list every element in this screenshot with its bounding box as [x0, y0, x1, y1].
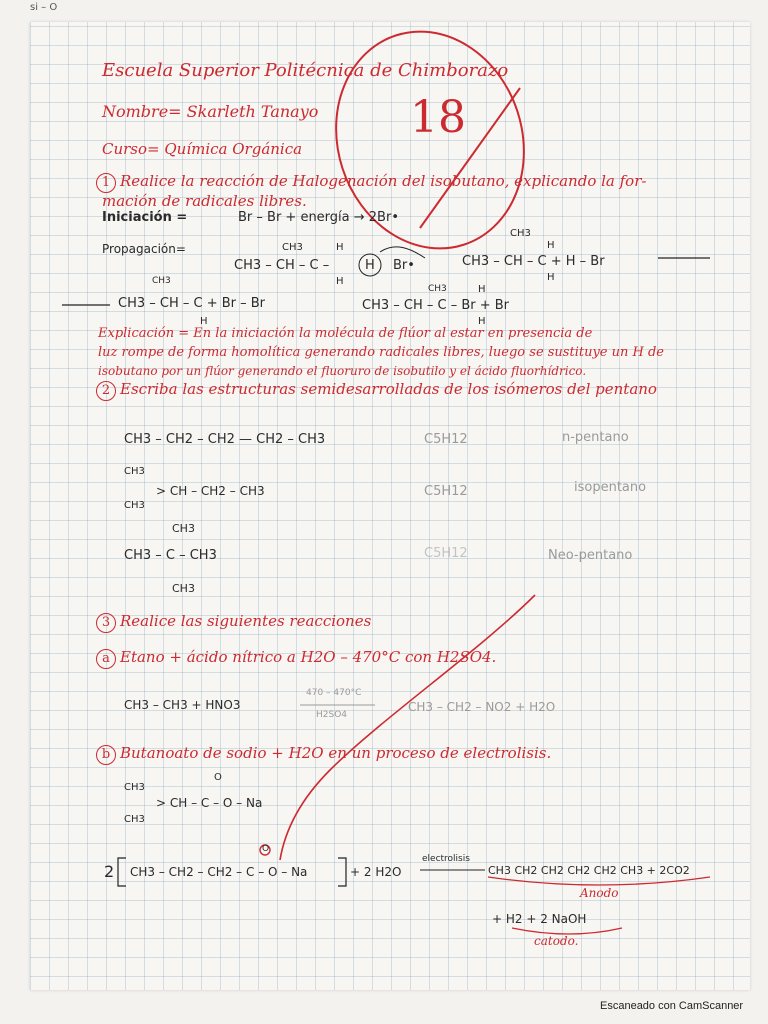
term-hc: H [478, 316, 486, 327]
arrow-circle-h [380, 247, 425, 258]
isomer-2-branch-bottom: CH3 [124, 500, 145, 511]
q1-prompt-line2: mación de radicales libres. [102, 192, 307, 210]
prop-ch3-top: CH3 [282, 242, 303, 253]
prop-product-h: H [547, 240, 555, 251]
prop-h-bottom: H [336, 276, 344, 287]
prop-br-radical: Br• [393, 258, 415, 273]
term-h: H [200, 316, 208, 327]
q3b-letter: b [96, 745, 116, 765]
isomer-2-branch-top: CH3 [124, 466, 145, 477]
q3b-coefficient: 2 [104, 862, 115, 881]
q3a-letter: a [96, 649, 116, 669]
initiation-equation: Br – Br + energía → 2Br• [238, 210, 399, 225]
prop-product: CH3 – CH – C + H – Br [462, 254, 605, 269]
q3b-cathode-products: + H2 + 2 NaOH [492, 912, 587, 926]
isomer-2-name: isopentano [574, 480, 647, 495]
isomer-3-branch-bottom: CH3 [172, 582, 195, 595]
q3a-prompt: a Etano + ácido nítrico a H2O – 470°C con H2SO4. [96, 648, 496, 669]
q3-number: 3 [96, 613, 116, 633]
q3b-ch3-top: CH3 [124, 782, 145, 793]
term-ch3b: CH3 [428, 284, 447, 294]
q2-number: 2 [96, 381, 116, 401]
initiation-label: Iniciación = [102, 210, 188, 225]
prop-product-h-bottom: H [547, 272, 555, 283]
prop-h-circled: H [365, 258, 375, 273]
q3b-structure: > CH – C – O – Na [156, 796, 263, 810]
isomer-2-formula: C5H12 [424, 484, 468, 499]
propagation-label: Propagación= [102, 242, 186, 256]
term-ch3: CH3 [152, 276, 171, 286]
q3b-anode-products: CH3 CH2 CH2 CH2 CH2 CH3 + 2CO2 [488, 864, 690, 877]
bracket-right [338, 858, 346, 886]
q1-prompt-line1: 1 Realice la reacción de Halogenación del isobutano, explicando la for- [96, 172, 646, 193]
term-left: CH3 – CH – C + Br – Br [118, 296, 266, 311]
isomer-3-formula: C5H12 [424, 546, 468, 561]
q1-number: 1 [96, 173, 116, 193]
q3b-arrow-label: electrolisis [422, 854, 470, 864]
isomer-1-formula: C5H12 [424, 432, 468, 447]
bracket-left [118, 858, 126, 886]
isomer-1-structure: CH3 – CH2 – CH2 — CH2 – CH3 [124, 432, 326, 447]
term-hb: H [478, 284, 486, 295]
isomer-3-branch-top: CH3 [172, 522, 195, 535]
correction-line [280, 595, 535, 860]
q3-prompt: 3 Realice las siguientes reacciones [96, 612, 371, 633]
q3b-cathode-label: catodo. [534, 934, 579, 948]
scanner-watermark: Escaneado con CamScanner [600, 1000, 744, 1012]
q3a-reactants: CH3 – CH3 + HNO3 [124, 698, 241, 712]
q3b-equation-left: CH3 – CH2 – CH2 – C – O – Na [130, 865, 308, 879]
prop-product-ch3: CH3 [510, 228, 531, 239]
q3b-water: + 2 H2O [350, 865, 402, 879]
explanation-line3: isobutano por un flúor generando el fluoruro de isobutilo y el ácido fluorhídrico. [98, 364, 587, 378]
isomer-3-structure: CH3 – C – CH3 [124, 548, 217, 563]
isomer-1-name: n-pentano [562, 430, 629, 445]
q3b-prompt: b Butanoato de sodio + H2O en un proceso de electrolisis. [96, 744, 551, 765]
q3b-ch3-bottom: CH3 [124, 814, 145, 825]
corner-mark: si – O [30, 2, 58, 13]
term-right: CH3 – CH – C – Br + Br [362, 298, 510, 313]
explanation-line2: luz rompe de forma homolítica generando radicales libres, luego se sustituye un H de [98, 345, 664, 360]
prop-h-top: H [336, 242, 344, 253]
isomer-3-name: Neo-pentano [548, 548, 633, 563]
school-title: Escuela Superior Politécnica de Chimborazo [102, 60, 509, 81]
explanation-line1: Explicación = En la iniciación la molécula de flúor al estar en presencia de [98, 326, 593, 341]
q3b-oxygen-2: O [262, 844, 270, 854]
isomer-2-structure: > CH – CH2 – CH3 [156, 484, 265, 498]
course-line: Curso= Química Orgánica [102, 140, 303, 158]
q3b-anode-label: Anodo [580, 886, 619, 900]
q3a-products: CH3 – CH2 – NO2 + H2O [408, 700, 556, 714]
grade-mark: 18 [410, 92, 466, 143]
q3a-condition-top: 470 – 470°C [306, 688, 362, 698]
prop-chain: CH3 – CH – C – [234, 258, 330, 273]
q3a-condition-bottom: H2SO4 [316, 710, 348, 720]
anode-brace [488, 877, 710, 885]
q2-prompt: 2 Escriba las estructuras semidesarrolladas de los isómeros del pentano [96, 380, 657, 401]
student-name: Nombre= Skarleth Tanayo [102, 102, 319, 121]
q3b-oxygen: O [214, 772, 222, 783]
